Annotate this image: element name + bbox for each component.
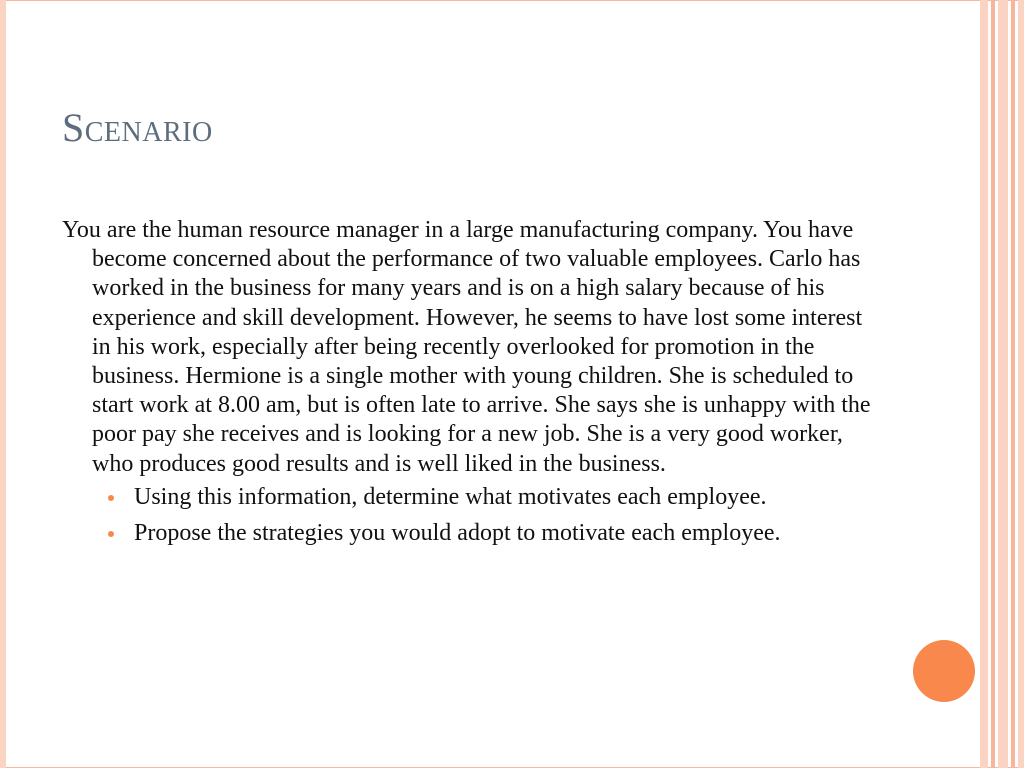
right-border-stripe <box>1011 0 1015 768</box>
bullet-dot-icon <box>108 531 114 537</box>
slide-title: Scenario <box>62 105 213 150</box>
scenario-paragraph: You are the human resource manager in a large manufacturing company. You have become concerned about the performance of two valuable employees. Carlo has worked in the business for many years and is on a high salary because of his experience and skill development. However, he seems to have lost some interest in his work, especially after being recently overlooked for promotion in the business. Hermione is a single mother with young children. She is scheduled to start work at 8.00 am, but is often late to arrive. She says she is unhappy with the poor pay she receives and is looking for a new job. She is a very good worker, who produces good results and is well liked in the business. <box>62 217 871 477</box>
right-border-stripe <box>980 0 988 768</box>
right-border-stripe <box>991 0 995 768</box>
bullet-item <box>62 519 882 548</box>
bullet-item <box>62 483 882 512</box>
bullet-text: Using this information, determine what motivates each employee. <box>134 483 767 510</box>
slide-body <box>62 216 882 555</box>
right-border-stripe <box>998 0 1008 768</box>
left-border-stripe <box>0 0 6 768</box>
bullet-text: Propose the strategies you would adopt to motivate each employee. <box>134 520 781 547</box>
bullet-dot-icon <box>108 495 114 501</box>
bullet-list <box>62 483 882 548</box>
decorative-circle <box>913 640 975 702</box>
right-border-stripe <box>1018 0 1024 768</box>
top-border <box>0 0 1024 1</box>
